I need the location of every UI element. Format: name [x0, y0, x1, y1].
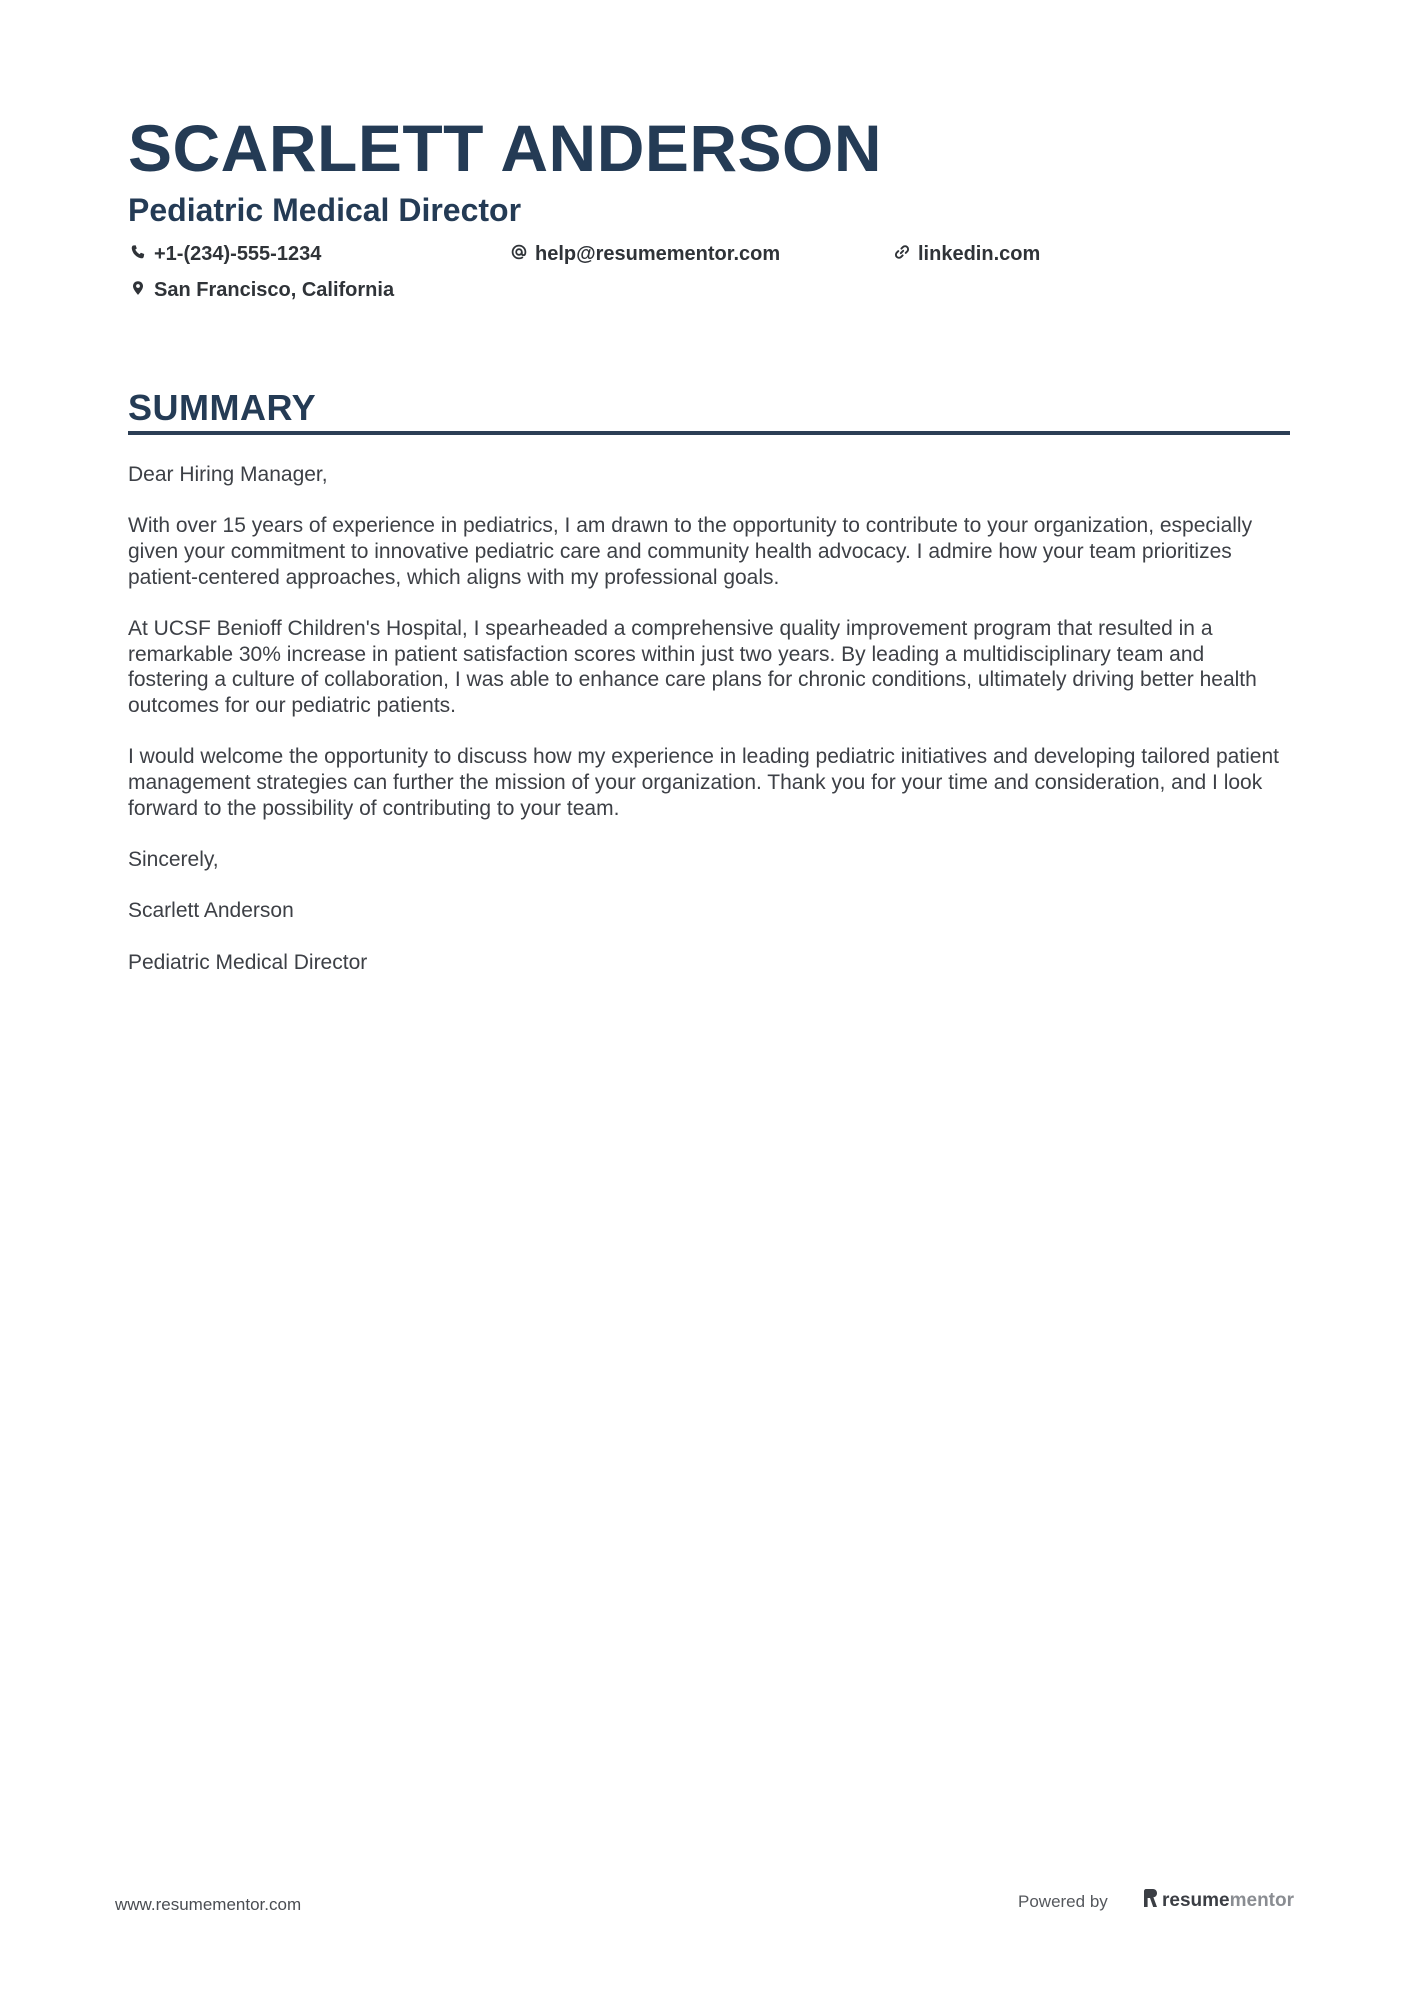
powered-by-label: Powered by [1018, 1892, 1108, 1911]
letter-greeting: Dear Hiring Manager, [128, 463, 328, 486]
contact-phone [130, 241, 321, 267]
email-text: help@resumementor.com [535, 243, 781, 265]
website-text: linkedin.com [918, 243, 1041, 265]
contact-website [894, 241, 1040, 267]
section-divider [128, 431, 1290, 435]
contact-location [130, 277, 394, 303]
letter-paragraph: I would welcome the opportunity to discuss how my experience in leading pediatric initiatives and developing tailored patient management strategies can further the mission of your organization. Thank you for your time and consideration, and I look forward to the possibility of contributing to your team. [128, 745, 1280, 820]
contact-email [511, 241, 780, 267]
brand-name-part1: resume [1162, 1889, 1230, 1911]
phone-text: +1-(234)-555-1234 [154, 243, 322, 265]
signature-title: Pediatric Medical Director [128, 950, 368, 974]
at-icon [511, 241, 527, 267]
candidate-name: SCARLETT ANDERSON [128, 111, 883, 185]
signature-name: Scarlett Anderson [128, 899, 294, 923]
resumementor-logo-icon [1142, 1888, 1158, 1913]
location-pin-icon [130, 277, 146, 303]
letter-body [128, 462, 1290, 1001]
letter-paragraph: With over 15 years of experience in pediatrics, I am drawn to the opportunity to contribute to your organization, especially given your commitment to innovative pediatric care and community health advocacy. I admire how your team prioritizes patient-centered approaches, which aligns with my professional goals. [128, 514, 1253, 589]
footer-website-link[interactable]: www.resumementor.com [115, 1895, 302, 1914]
phone-icon [130, 241, 146, 267]
brand-logo[interactable] [1142, 1888, 1294, 1913]
candidate-title: Pediatric Medical Director [128, 192, 522, 228]
brand-name-part2: mentor [1229, 1889, 1295, 1911]
location-text: San Francisco, California [154, 279, 395, 301]
letter-closing: Sincerely, [128, 848, 219, 872]
letter-paragraph: At UCSF Benioff Children's Hospital, I spearheaded a comprehensive quality improvement program that resulted in a remarkable 30% increase in patient satisfaction scores within just two years. By leading a multidisciplinary team and fostering a culture of collaboration, I was able to enhance care plans for chronic conditions, ultimately driving better health outcomes for our pediatric patients. [128, 617, 1257, 718]
link-icon [894, 241, 910, 267]
section-heading-summary: SUMMARY [128, 387, 317, 428]
